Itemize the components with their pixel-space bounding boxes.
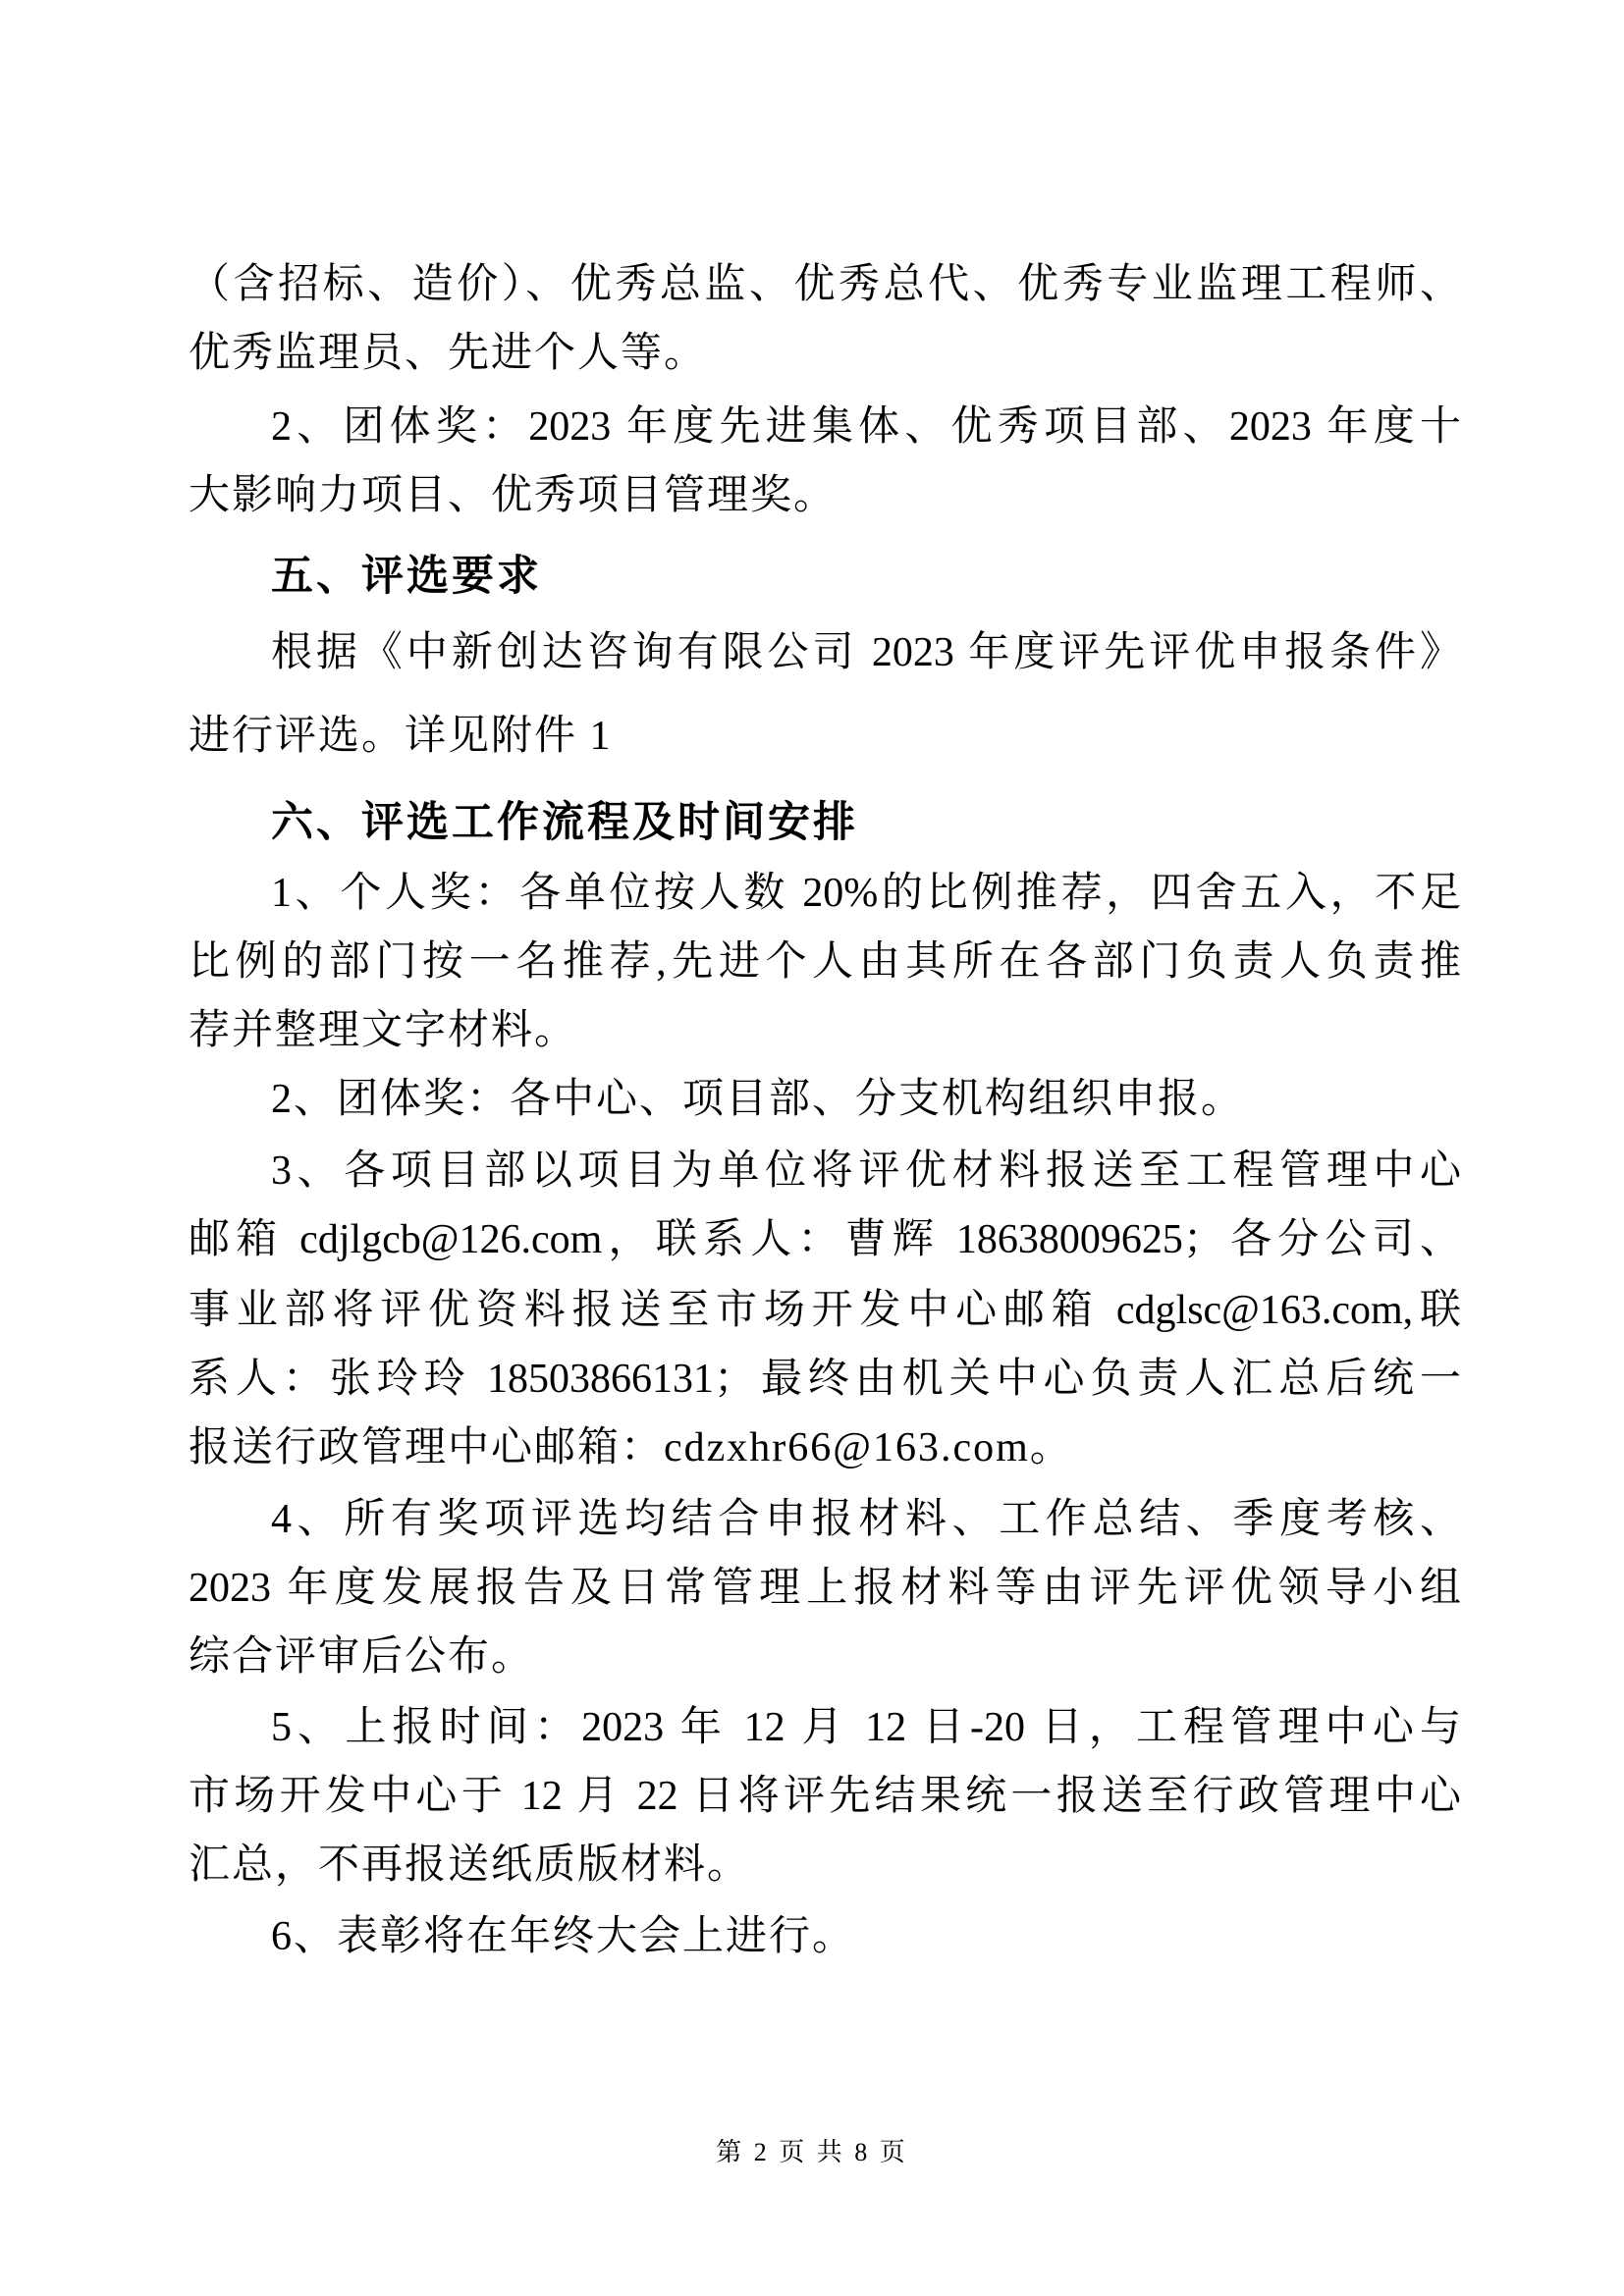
section-heading: 六、评选工作流程及时间安排 [271,799,858,846]
document-line: 优秀监理员、先进个人等。 [189,331,708,376]
page-number-text: 第 2 页 共 8 页 [716,2138,908,2166]
document-line: 根据《中新创达咨询有限公司 2023 年度评先评优申报条件》 [271,630,1461,675]
document-line: 2、团体奖：2023 年度先进集体、优秀项目部、2023 年度十 [271,404,1461,450]
document-line: （含招标、造价）、优秀总监、优秀总代、优秀专业监理工程师、 [189,262,1461,307]
section-heading: 五、评选要求 [271,553,542,600]
document-line: 6、表彰将在年终大会上进行。 [271,1914,856,1959]
document-line: 荐并整理文字材料。 [189,1008,578,1053]
document-line: 大影响力项目、优秀项目管理奖。 [189,473,838,518]
document-line: 1、个人奖：各单位按人数 20%的比例推荐，四舍五入，不足 [271,871,1461,916]
document-line: 3、各项目部以项目为单位将评优材料报送至工程管理中心 [271,1148,1461,1194]
document-line: 4、所有奖项评选均结合申报材料、工作总结、季度考核、 [271,1497,1461,1542]
document-line: 报送行政管理中心邮箱：cdzxhr66@163.com。 [189,1425,1073,1470]
document-line: 2023 年度发展报告及日常管理上报材料等由评先评优领导小组 [189,1566,1461,1611]
document-line: 比例的部门按一名推荐,先进个人由其所在各部门负责人负责推 [189,939,1461,985]
document-line: 5、上报时间：2023 年 12 月 12 日-20 日，工程管理中心与 [271,1705,1461,1750]
document-line: 综合评审后公布。 [189,1634,535,1680]
document-line: 市场开发中心于 12 月 22 日将评先结果统一报送至行政管理中心 [189,1774,1461,1819]
document-line: 系人：张玲玲 18503866131；最终由机关中心负责人汇总后统一 [189,1357,1461,1402]
document-line: 进行评选。详见附件 1 [189,714,613,759]
document-line: 事业部将评优资料报送至市场开发中心邮箱 cdglsc@163.com,联 [189,1288,1461,1333]
document-line: 2、团体奖：各中心、项目部、分支机构组织申报。 [271,1077,1245,1122]
document-line: 邮箱 cdjlgcb@126.com，联系人：曹辉 18638009625；各分公司、 [189,1217,1461,1262]
document-line: 汇总，不再报送纸质版材料。 [189,1842,751,1888]
page-footer [0,2132,1624,2168]
